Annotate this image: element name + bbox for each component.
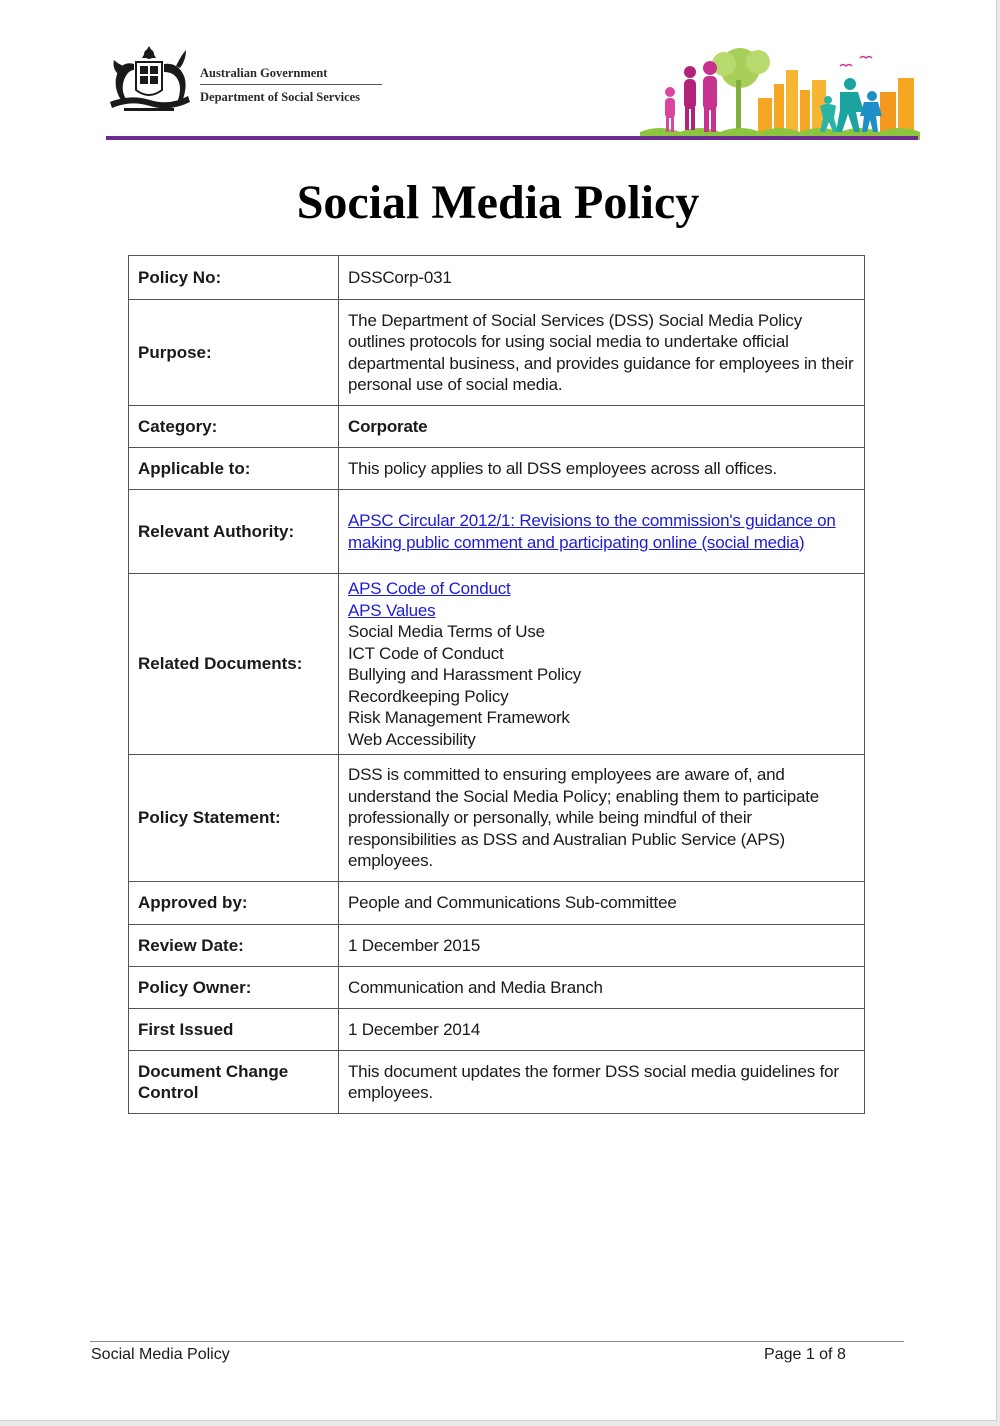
list-item: Risk Management Framework <box>348 708 570 727</box>
list-item: Social Media Terms of Use <box>348 622 545 641</box>
table-row <box>129 300 865 406</box>
table-row <box>129 574 865 755</box>
row-label: Policy No: <box>129 256 339 300</box>
government-wordmark <box>200 64 386 105</box>
footer-page-number: Page 1 of 8 <box>764 1346 846 1363</box>
row-label: Related Documents: <box>129 574 339 755</box>
list-item: Web Accessibility <box>348 729 476 749</box>
list-item: ICT Code of Conduct <box>348 643 504 663</box>
list-item: Recordkeeping Policy <box>348 686 509 706</box>
footer-divider <box>90 1341 904 1342</box>
page-title: Social Media Policy <box>296 176 700 229</box>
table-row <box>129 256 865 300</box>
government-name: Australian Government <box>200 66 328 80</box>
policy-owner-value: Communication and Media Branch <box>339 967 865 1009</box>
change-control-text: This document updates the former DSS social media guidelines for employees. <box>339 1051 865 1114</box>
row-label: Category: <box>129 406 339 448</box>
list-item: Bullying and Harassment Policy <box>348 665 582 684</box>
table-row <box>129 490 865 574</box>
footer-document-title: Social Media Policy <box>91 1346 230 1363</box>
row-label: Purpose: <box>129 300 339 406</box>
row-label: Policy Owner: <box>129 967 339 1009</box>
row-label: Review Date: <box>129 925 339 967</box>
policy-statement-text: DSS is committed to ensuring employees are aware of, and understand the Social Media Policy; enabling them to participate professionally or personally, while being mindful of their responsibilities as DSS and Australian Public Service (APS) employees. <box>339 755 865 882</box>
table-row <box>129 967 865 1009</box>
table-row <box>129 755 865 882</box>
wordmark-divider <box>200 84 382 85</box>
first-issued-value: 1 December 2014 <box>339 1009 865 1051</box>
row-label: Applicable to: <box>129 448 339 490</box>
category-value: Corporate <box>339 406 865 448</box>
purpose-text: The Department of Social Services (DSS) Social Media Policy outlines protocols for using social media to undertake official departmental business, and provides guidance for employees in their personal use of social media. <box>339 300 865 406</box>
row-label: Relevant Authority: <box>129 490 339 574</box>
aps-values-link[interactable]: APS Values <box>348 600 436 620</box>
row-label: Approved by: <box>129 882 339 925</box>
table-row <box>129 406 865 448</box>
approved-by-value: People and Communications Sub-committee <box>339 882 865 925</box>
aps-code-of-conduct-link[interactable]: APS Code of Conduct <box>348 579 511 598</box>
apsc-circular-link[interactable]: APSC Circular 2012/1: Revisions to the commission's guidance on making public comment and participating online (social media) <box>348 511 836 552</box>
family-city-banner-icon <box>640 40 920 140</box>
row-label: Document Change Control <box>129 1051 339 1114</box>
table-row <box>129 1051 865 1114</box>
related-documents-list <box>339 574 865 755</box>
row-label: First Issued <box>129 1009 339 1051</box>
table-row <box>129 448 865 490</box>
applicable-value: This policy applies to all DSS employees across all offices. <box>339 448 865 490</box>
review-date-value: 1 December 2015 <box>339 925 865 967</box>
policy-details-table <box>128 255 865 1114</box>
table-row <box>129 1009 865 1051</box>
policy-number: DSSCorp-031 <box>339 256 865 300</box>
department-name: Department of Social Services <box>200 90 361 104</box>
table-row <box>129 882 865 925</box>
row-label: Policy Statement: <box>129 755 339 882</box>
coat-of-arms-icon <box>104 44 194 116</box>
table-row <box>129 925 865 967</box>
header-accent-rule <box>106 136 918 140</box>
